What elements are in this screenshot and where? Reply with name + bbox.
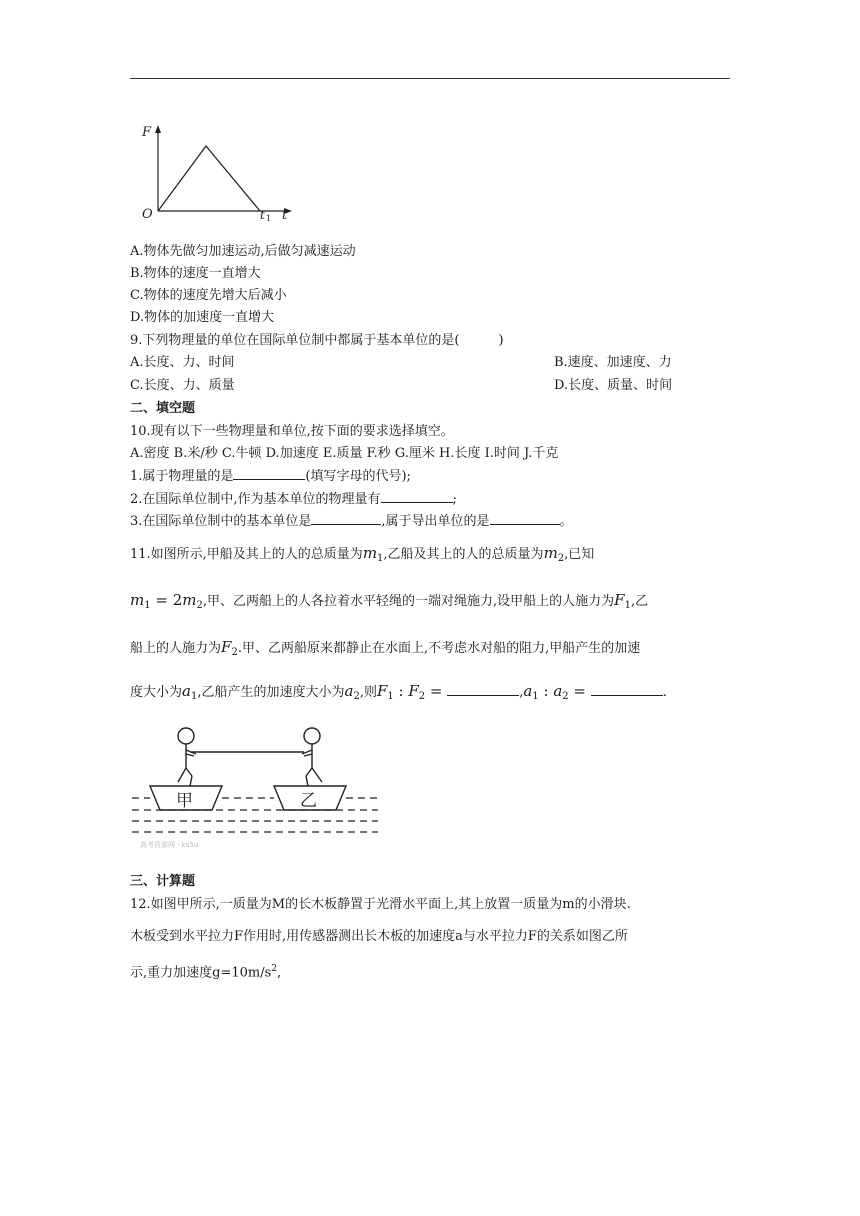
person-left [178,728,196,786]
force-time-graph [138,122,298,222]
q11-text: ,乙船及其上的人的总质量为 [383,547,544,562]
q9-option-d: D.长度、质量、时间 [554,378,673,393]
answer-blank[interactable] [381,490,453,503]
q11-text: 船上的人施力为 [130,641,222,656]
q12-line-2: 木板受到水平拉力F作用时,用传感器测出长木板的加速度a与水平拉力F的关系如图乙所 [130,929,628,944]
watermark-text: 高考资源网 · ks5u [140,841,199,849]
answer-blank[interactable] [233,467,305,480]
subscript: 2 [557,553,565,564]
subscript: 1 [387,691,394,702]
x-axis-label: t [282,208,288,222]
math-F: F [614,591,625,609]
q11-text: ,乙 [630,594,649,609]
q11-text: ,则 [359,685,377,700]
math-F: F [221,638,232,656]
subscript: 2 [562,691,569,702]
math-m: m [543,544,558,562]
subscript: 1 [532,691,539,702]
q12-text: , [277,965,282,981]
math-F: F [376,682,388,700]
ratio-colon: : [393,682,409,700]
subscript: 2 [196,600,203,611]
q11-line-3 [130,637,640,663]
math-m: m [362,544,378,562]
subscript: 1 [144,600,151,611]
q10-sub3-suffix: 。 [559,514,573,529]
math-a: a [553,682,563,700]
q11-line-4: 度大小为$a_1$,乙船产生的加速度大小为$a_2$,则$F_1$ : $F_2 = ,a_1$ : $a_2$ = . [130,682,667,702]
q12-line-3 [130,959,281,983]
q10-sub3-prefix: 3.在国际单位制中的基本单位是 [130,514,312,529]
subscript: 2 [353,691,360,702]
origin-label: O [142,207,153,222]
q9-stem: 9.下列物理量的单位在国际单位制中都属于基本单位的是( ) [130,333,504,348]
math-a: a [182,682,191,700]
q11-text: 度大小为 [130,685,183,700]
boat-right-label: 乙 [300,791,317,811]
subscript: 1 [190,691,198,702]
q8-option-b: B.物体的速度一直增大 [130,266,261,281]
math-F: F [408,682,419,700]
answer-blank[interactable] [490,512,560,525]
q10-choices: A.密度 B.米/秒 C.牛顿 D.加速度 E.质量 F.秒 G.厘米 H.长度 I.时间 J.千克 [130,446,559,461]
person-right [302,728,322,786]
q11-text: ,甲、乙两船上的人各拉着水平轻绳的一端对绳施力,设甲船上的人施力为 [202,594,615,609]
math-m: m [130,591,145,609]
section-title-calculation: 三、计算题 [130,874,196,889]
q10-sub3-mid: ,属于导出单位的是 [381,514,490,529]
q11-text: 11.如图所示,甲船及其上的人的总质量为 [130,547,363,562]
answer-blank[interactable] [311,512,381,525]
q10-sub2-prefix: 2.在国际单位制中,作为基本单位的物理量有 [130,492,381,507]
q11-text: , [519,685,524,700]
q11-line-2: $m_1 = 2m_2$,甲、乙两船上的人各拉着水平轻绳的一端对绳施力,设甲船上的人施力为$F_1$,乙 [130,591,649,611]
ratio-colon: : [538,682,554,700]
t1-subscript: 1 [266,214,272,222]
q10-sub2-suffix: ; [452,492,457,507]
q9-option-b: B.速度、加速度、力 [554,355,672,370]
q9-option-a: A.长度、力、时间 [130,355,235,370]
math-m: m [182,591,197,609]
y-axis-label: F [142,125,152,140]
boat-left-label: 甲 [176,791,193,811]
subscript: 1 [377,553,384,564]
q12-text: 示,重力加速度g=10m/s [130,965,272,981]
t1-label: t [260,208,265,222]
answer-blank[interactable] [447,683,519,696]
q8-option-a: A.物体先做匀加速运动,后做匀减速运动 [130,244,356,259]
q10-sub3 [130,512,573,532]
q8-option-c: C.物体的速度先增大后减小 [130,288,287,303]
math-a: a [344,682,354,700]
superscript: 2 [271,964,278,974]
header-rule [130,78,730,79]
q11-text: ,乙船产生的加速度大小为 [197,685,345,700]
q8-option-d: D.物体的加速度一直增大 [130,310,275,325]
q9-option-c: C.长度、力、质量 [130,378,235,393]
answer-blank[interactable] [591,683,663,696]
boats-figure [132,718,378,850]
q12-line-1: 12.如图甲所示,一质量为M的长木板静置于光滑水平面上,其上放置一质量为m的小滑块. [130,897,631,912]
math-coefficient: 2 [172,591,183,609]
q10-sub1-prefix: 1.属于物理量的是 [130,469,234,484]
q11-text: ,已知 [564,547,595,562]
q10-sub2 [130,490,457,510]
subscript: 2 [231,647,238,658]
q10-sub1 [130,467,411,487]
q10-stem: 10.现有以下一些物理量和单位,按下面的要求选择填空。 [130,424,454,439]
subscript: 2 [418,691,426,702]
section-title-fill-in: 二、填空题 [130,401,196,416]
subscript: 1 [624,600,631,611]
q10-sub1-suffix: (填写字母的代号); [305,469,411,484]
q11-text: . [662,685,667,700]
math-a: a [523,682,533,700]
q11-text: .甲、乙两船原来都静止在水面上,不考虑水对船的阻力,甲船产生的加速 [237,641,641,656]
q11-line-1 [130,543,594,569]
